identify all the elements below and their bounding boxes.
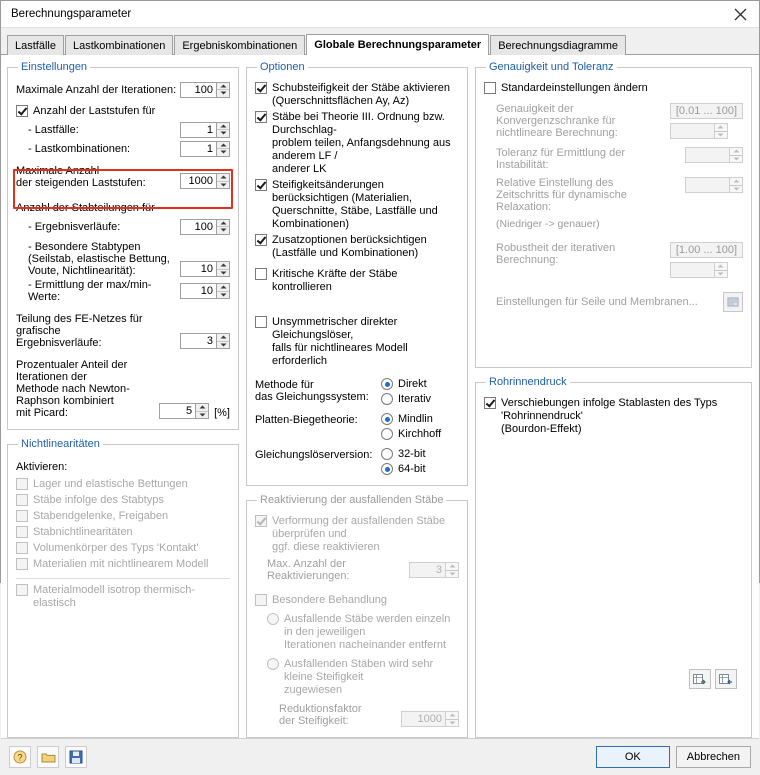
- picard-input[interactable]: [159, 403, 195, 419]
- row-lastkombinationen: [16, 140, 230, 157]
- platten-mindlin-radio[interactable]: [381, 413, 393, 425]
- nl-volumenkoerper-checkbox[interactable]: [16, 542, 28, 554]
- fe-netz-stepper[interactable]: [180, 333, 230, 349]
- lastfaelle-input[interactable]: [180, 122, 216, 138]
- row-konvergenzschranke: [484, 103, 743, 139]
- option-theorie-line1: Stäbe bei Theorie III. Ordnung bzw. Durchschlag-: [272, 111, 445, 136]
- besondere-stabtypen-label: - Besondere Stabtypen: [28, 241, 141, 253]
- picard-label-3: mit Picard:: [16, 407, 68, 419]
- folder-icon[interactable]: [37, 746, 59, 768]
- row-max-reaktivierungen: [255, 558, 459, 582]
- maxmin-arrows[interactable]: [216, 283, 230, 299]
- lastkombinationen-arrows[interactable]: [216, 141, 230, 157]
- row-maxmin: [16, 279, 230, 303]
- rohrinnendruck-label-1: Verschiebungen infolge Stablasten des Typs 'Rohrinnendruck': [501, 397, 718, 422]
- ergebnisverlaeufe-stepper[interactable]: [180, 219, 230, 235]
- standardeinstellungen-label: Standardeinstellungen ändern: [501, 82, 648, 94]
- ok-button[interactable]: OK: [596, 746, 670, 768]
- row-picard: [16, 359, 230, 419]
- reduktionsfaktor-label-1: Reduktionsfaktor: [279, 703, 362, 715]
- nl-stabnichtlinearitaeten-label: Stabnichtlinearitäten: [33, 526, 133, 538]
- spinner-down-icon[interactable]: [715, 270, 727, 278]
- version-32bit-radio[interactable]: [381, 448, 393, 460]
- row-besondere-stabtypen: [16, 241, 230, 277]
- option-zusatzoptionen-checkbox[interactable]: [255, 234, 267, 246]
- close-icon[interactable]: [727, 4, 753, 24]
- picard-label-2: Methode nach Newton-Raphson kombiniert: [16, 383, 130, 407]
- besondere-stabtypen-sub-1: (Seilstab, elastische Bettung,: [28, 253, 170, 265]
- relaxation-input[interactable]: [685, 177, 729, 193]
- besondere-stabtypen-input[interactable]: [180, 261, 216, 277]
- toleranz-label-2: Zeitschritts für dynamische: [496, 189, 627, 201]
- genauer-note: (Niedriger -> genauer): [496, 217, 600, 230]
- row-gleichungsloeserversion: [255, 448, 459, 475]
- nl-lager-label: Lager und elastische Bettungen: [33, 478, 188, 490]
- instabilitaet-label-1: Toleranz für Ermittlung der: [496, 147, 625, 159]
- group-nichtlinearitaeten-legend: Nichtlinearitäten: [21, 438, 100, 450]
- lastfaelle-label: - Lastfälle:: [28, 123, 79, 136]
- version-option-64bit[interactable]: [381, 463, 459, 475]
- option-einzeln-line1: Ausfallende Stäbe werden einzeln in den jeweiligen: [284, 613, 451, 638]
- table-tool-buttons: [689, 669, 737, 689]
- group-einstellungen-legend: Einstellungen: [21, 61, 88, 73]
- maxmin-stepper[interactable]: [180, 283, 230, 299]
- dialog-content: [1, 55, 759, 738]
- laststufen-checkbox[interactable]: [16, 105, 28, 117]
- reduktionsfaktor-label-2: der Steifigkeit:: [279, 715, 349, 727]
- option-schubsteifigkeit-checkbox[interactable]: [255, 82, 267, 94]
- spinner-down-icon[interactable]: [217, 269, 229, 277]
- option-zusatz-line2: (Lastfälle und Kombinationen): [272, 247, 419, 259]
- fe-netz-label-1: Teilung des FE-Netzes für grafische: [16, 313, 143, 337]
- laststufen-label: Anzahl der Laststufen für: [33, 105, 156, 117]
- lastkombinationen-label: - Lastkombinationen:: [28, 142, 131, 155]
- ergebnisverlaeufe-arrows[interactable]: [216, 219, 230, 235]
- row-laststufen[interactable]: [16, 105, 230, 118]
- picard-arrows[interactable]: [195, 403, 209, 419]
- steigende-arrows[interactable]: [216, 173, 230, 189]
- ergebnisverlaeufe-input[interactable]: [180, 219, 216, 235]
- max-reaktivierungen-label: Max. Anzahl der Reaktivierungen:: [267, 558, 350, 582]
- option-unsymmetrischer-loeser[interactable]: [255, 316, 459, 368]
- option-schubsteifigkeit[interactable]: [255, 82, 459, 108]
- option-kleine-steifigkeit-radio[interactable]: [267, 658, 279, 670]
- picard-unit: [%]: [214, 407, 230, 419]
- option-steifigkeit-line2: Querschnitte, Stäbe, Lastfälle und Kombinationen): [272, 205, 438, 230]
- nl-item-staebe-stabtyp[interactable]: [16, 494, 230, 507]
- option-schubsteifigkeit-line2: (Querschnittsflächen Ay, Az): [272, 95, 410, 107]
- option-schubsteifigkeit-line1: Schubsteifigkeit der Stäbe aktivieren: [272, 82, 450, 94]
- version-radio-group: [381, 448, 459, 475]
- standardeinstellungen-checkbox[interactable]: [484, 82, 496, 94]
- row-relaxation: [484, 177, 743, 213]
- rohrinnendruck-option[interactable]: [484, 397, 743, 436]
- nl-item-materialmodell[interactable]: [16, 584, 230, 610]
- robustheit-input[interactable]: [670, 262, 714, 278]
- option-kleine-steifigkeit-line1: Ausfallenden Stäben wird sehr kleine Steifigkeit: [284, 658, 434, 683]
- reaktivierung-besondere-behandlung[interactable]: [255, 594, 459, 607]
- spinner-down-icon[interactable]: [730, 185, 742, 193]
- reaktivierung-verformung-checkbox[interactable]: [255, 515, 267, 527]
- nl-item-volumenkoerper[interactable]: [16, 542, 230, 555]
- max-reaktivierungen-stepper[interactable]: [409, 562, 459, 578]
- row-methode-gleichungssystem: [255, 378, 459, 405]
- settings-icon[interactable]: [723, 292, 743, 312]
- toleranz-label-3: Relaxation:: [496, 201, 552, 213]
- spinner-down-icon[interactable]: [217, 181, 229, 189]
- methode-label-2: das Gleichungssystem:: [255, 391, 369, 403]
- besondere-behandlung-checkbox[interactable]: [255, 594, 267, 606]
- group-optionen-legend: Optionen: [260, 61, 305, 73]
- nl-stabendgelenke-label: Stabendgelenke, Freigaben: [33, 510, 169, 522]
- table-export-icon[interactable]: [715, 669, 737, 689]
- tab-lastkombinationen[interactable]: Lastkombinationen: [65, 35, 173, 55]
- option-unsym-line2: falls für nichtlineares Modell erforderlich: [272, 342, 408, 367]
- group-rohrinnendruck-legend: Rohrinnendruck: [489, 376, 567, 388]
- nl-volumenkoerper-label: Volumenkörper des Typs 'Kontakt': [33, 542, 199, 554]
- option-einzeln-line2: Iterationen nacheinander entfernt: [284, 639, 447, 651]
- rohrinnendruck-label-2: (Bourdon-Effekt): [501, 423, 582, 435]
- spinner-down-icon[interactable]: [217, 226, 229, 234]
- steigende-label-1: Maximale Anzahl: [16, 165, 100, 177]
- reduktionsfaktor-arrows[interactable]: [445, 711, 459, 727]
- konvergenz-label-1: Genauigkeit der: [496, 103, 574, 115]
- column-right: [475, 61, 752, 738]
- methode-option-iterativ[interactable]: [381, 393, 459, 405]
- spinner-down-icon[interactable]: [217, 341, 229, 349]
- version-64bit-radio[interactable]: [381, 463, 393, 475]
- spinner-down-icon[interactable]: [217, 89, 229, 97]
- row-seile-membranen: [484, 292, 743, 312]
- rohrinnendruck-checkbox[interactable]: [484, 397, 496, 409]
- max-iterationen-label: Maximale Anzahl der Iterationen:: [16, 83, 177, 96]
- row-genauer-note: [484, 215, 743, 232]
- nl-item-materialien[interactable]: [16, 558, 230, 571]
- window-title: Berechnungsparameter: [11, 8, 132, 20]
- option-kritische-kraefte-checkbox[interactable]: [255, 268, 267, 280]
- robustheit-label-2: Berechnung:: [496, 254, 559, 266]
- row-ergebnisverlaeufe: [16, 218, 230, 235]
- spinner-down-icon[interactable]: [217, 291, 229, 299]
- instabilitaet-input[interactable]: [685, 147, 729, 163]
- option-theorie-line3: anderer LK: [272, 163, 327, 175]
- spinner-down-icon[interactable]: [730, 155, 742, 163]
- nl-item-lager[interactable]: [16, 478, 230, 491]
- konvergenz-range: [0.01 ... 100]: [670, 103, 743, 119]
- nl-lager-checkbox[interactable]: [16, 478, 28, 490]
- konvergenz-controls: [670, 103, 743, 139]
- aktivieren-label: Aktivieren:: [16, 460, 68, 473]
- konvergenz-arrows[interactable]: [714, 123, 728, 139]
- methode-iterativ-radio[interactable]: [381, 393, 393, 405]
- version-option-32bit[interactable]: [381, 448, 459, 460]
- methode-radio-group: [381, 378, 459, 405]
- besondere-stabtypen-arrows[interactable]: [216, 261, 230, 277]
- tab-lastfaelle[interactable]: Lastfälle: [7, 35, 64, 55]
- option-theorie-dritte-ordnung-checkbox[interactable]: [255, 111, 267, 123]
- picard-stepper[interactable]: [159, 403, 209, 419]
- row-platten-biegetheorie: [255, 413, 459, 440]
- fe-netz-arrows[interactable]: [216, 333, 230, 349]
- group-nichtlinearitaeten: [7, 438, 239, 738]
- nl-item-stabnichtlinearitaeten[interactable]: [16, 526, 230, 539]
- spinner-down-icon[interactable]: [446, 570, 458, 578]
- steigende-stepper[interactable]: [180, 173, 230, 189]
- dialog-footer: [1, 738, 759, 775]
- option-zusatzoptionen[interactable]: [255, 234, 459, 260]
- reaktivierung-option-kleine-steifigkeit[interactable]: [255, 658, 459, 697]
- cancel-button[interactable]: Abbrechen: [676, 746, 751, 768]
- reaktivierung-verformung-line2: ggf. diese reaktivieren: [272, 541, 380, 553]
- column-left: [7, 61, 239, 738]
- option-steifigkeit-line1: Steifigkeitsänderungen berücksichtigen (Materialien,: [272, 179, 413, 204]
- reaktivierung-verformung-line1: Verformung der ausfallenden Stäbe überprüfen und: [272, 515, 446, 540]
- row-max-iterationen: [16, 81, 230, 98]
- spinner-down-icon[interactable]: [446, 719, 458, 727]
- option-kleine-steifigkeit-line2: zugewiesen: [284, 684, 343, 696]
- divider: [16, 578, 230, 579]
- option-unsym-line1: Unsymmetrischer direkter Gleichungslöser,: [272, 316, 398, 341]
- row-lastfaelle: [16, 121, 230, 138]
- platten-mindlin-label: Mindlin: [398, 413, 433, 425]
- nl-item-stabendgelenke[interactable]: [16, 510, 230, 523]
- max-reaktivierungen-input[interactable]: [409, 562, 445, 578]
- seile-membranen-label[interactable]: Einstellungen für Seile und Membranen...: [496, 296, 698, 308]
- group-optionen: [246, 61, 468, 486]
- group-reaktivierung: [246, 494, 468, 738]
- platten-kirchhoff-radio[interactable]: [381, 428, 393, 440]
- standardeinstellungen-aendern[interactable]: [484, 82, 743, 95]
- reduktionsfaktor-stepper[interactable]: [401, 711, 459, 727]
- title-bar: [1, 1, 759, 28]
- maxmin-input[interactable]: [180, 283, 216, 299]
- max-reaktivierungen-arrows[interactable]: [445, 562, 459, 578]
- option-steifigkeitsaenderungen-checkbox[interactable]: [255, 179, 267, 191]
- tab-berechnungsdiagramme[interactable]: Berechnungsdiagramme: [490, 35, 626, 55]
- spinner-down-icon[interactable]: [196, 411, 208, 419]
- nl-materialien-label: Materialien mit nichtlinearem Modell: [33, 558, 209, 570]
- platten-label: Platten-Biegetheorie:: [255, 414, 358, 426]
- spinner-down-icon[interactable]: [715, 131, 727, 139]
- row-fe-netz: [16, 313, 230, 349]
- robustheit-controls: [670, 242, 743, 278]
- methode-label-1: Methode für: [255, 379, 314, 391]
- option-theorie-dritte-ordnung[interactable]: [255, 111, 459, 176]
- option-kritische-kraefte-label: Kritische Kräfte der Stäbe kontrollieren: [272, 268, 398, 293]
- methode-direkt-label: Direkt: [398, 378, 427, 390]
- spinner-down-icon[interactable]: [217, 129, 229, 137]
- robustheit-arrows[interactable]: [714, 262, 728, 278]
- tab-globale-berechnungsparameter[interactable]: Globale Berechnungsparameter: [306, 34, 489, 55]
- option-steifigkeitsaenderungen[interactable]: [255, 179, 459, 231]
- besondere-behandlung-label: Besondere Behandlung: [272, 594, 387, 606]
- picard-label-1: Prozentualer Anteil der Iterationen der: [16, 359, 128, 383]
- max-iterationen-input[interactable]: [180, 82, 216, 98]
- ergebnisverlaeufe-label: - Ergebnisverläufe:: [28, 220, 121, 233]
- group-rohrinnendruck: [475, 376, 752, 738]
- reaktivierung-verformung[interactable]: [255, 515, 459, 554]
- methode-option-direkt[interactable]: [381, 378, 459, 390]
- besondere-stabtypen-sub-2: Voute, Nichtlinearität):: [28, 265, 136, 277]
- row-steigende-laststufen: [16, 165, 230, 189]
- reaktivierung-option-einzeln[interactable]: [255, 613, 459, 652]
- steigende-input[interactable]: [180, 173, 216, 189]
- nl-materialien-checkbox[interactable]: [16, 558, 28, 570]
- reduktionsfaktor-input[interactable]: [401, 711, 445, 727]
- group-genauigkeit: [475, 61, 752, 368]
- version-64bit-label: 64-bit: [398, 463, 426, 475]
- lastfaelle-arrows[interactable]: [216, 122, 230, 138]
- table-import-icon[interactable]: [689, 669, 711, 689]
- platten-option-kirchhoff[interactable]: [381, 428, 459, 440]
- instabilitaet-label-2: Instabilität:: [496, 159, 549, 171]
- row-robustheit: [484, 242, 743, 278]
- max-iterationen-arrows[interactable]: [216, 82, 230, 98]
- save-icon[interactable]: [65, 746, 87, 768]
- svg-text:?: ?: [17, 752, 23, 763]
- lastkombinationen-input[interactable]: [180, 141, 216, 157]
- group-genauigkeit-legend: Genauigkeit und Toleranz: [489, 61, 614, 73]
- row-stabteilungen-label: [16, 199, 230, 216]
- platten-kirchhoff-label: Kirchhoff: [398, 428, 442, 440]
- column-middle: [246, 61, 468, 738]
- lastkombinationen-stepper[interactable]: [180, 141, 230, 157]
- platten-option-mindlin[interactable]: [381, 413, 459, 425]
- tab-ergebniskombinationen[interactable]: Ergebniskombinationen: [174, 35, 305, 55]
- maxmin-label: - Ermittlung der max/min-Werte:: [28, 279, 152, 303]
- robustheit-stepper[interactable]: [670, 262, 743, 278]
- option-zusatz-line1: Zusatzoptionen berücksichtigen: [272, 234, 427, 246]
- help-icon[interactable]: [9, 746, 31, 768]
- nl-materialmodell-checkbox[interactable]: [16, 584, 28, 596]
- steigende-label-2: der steigenden Laststufen:: [16, 177, 146, 189]
- stabteilungen-label: Anzahl der Stabteilungen für: [16, 201, 155, 214]
- konvergenz-label-2: Konvergenzschranke für: [496, 115, 616, 127]
- lastfaelle-stepper[interactable]: [180, 122, 230, 138]
- group-einstellungen: [7, 61, 239, 430]
- tab-strip: [1, 28, 759, 55]
- nl-stabendgelenke-checkbox[interactable]: [16, 510, 28, 522]
- option-unsymmetrischer-loeser-checkbox[interactable]: [255, 316, 267, 328]
- methode-iterativ-label: Iterativ: [398, 393, 432, 405]
- relaxation-arrows[interactable]: [729, 177, 743, 193]
- row-instabilitaet: [484, 147, 743, 171]
- robustheit-range: [1.00 ... 100]: [670, 242, 743, 258]
- version-32bit-label: 32-bit: [398, 448, 426, 460]
- nl-stabnichtlinearitaeten-checkbox[interactable]: [16, 526, 28, 538]
- nl-materialmodell-label: Materialmodell isotrop thermisch-elastisch: [33, 584, 195, 609]
- nl-staebe-stabtyp-checkbox[interactable]: [16, 494, 28, 506]
- option-einzeln-radio[interactable]: [267, 613, 279, 625]
- konvergenz-stepper[interactable]: [670, 123, 743, 139]
- max-iterationen-stepper[interactable]: [180, 82, 230, 98]
- fe-netz-label-2: Ergebnisverläufe:: [16, 337, 102, 349]
- konvergenz-input[interactable]: [670, 123, 714, 139]
- group-reaktivierung-legend: Reaktivierung der ausfallenden Stäbe: [260, 494, 444, 506]
- fe-netz-input[interactable]: [180, 333, 216, 349]
- spinner-down-icon[interactable]: [217, 148, 229, 156]
- version-label: Gleichungslöserversion:: [255, 449, 373, 461]
- relaxation-stepper[interactable]: [685, 177, 743, 193]
- konvergenz-label-3: nichtlineare Berechnung:: [496, 127, 618, 139]
- instabilitaet-stepper[interactable]: [685, 147, 743, 163]
- row-reduktionsfaktor: [255, 703, 459, 727]
- platten-radio-group: [381, 413, 459, 440]
- instabilitaet-arrows[interactable]: [729, 147, 743, 163]
- robustheit-label-1: Robustheit der iterativen: [496, 242, 616, 254]
- option-theorie-line2: problem teilen, Anfangsdehnung aus anderem LF /: [272, 137, 451, 162]
- nl-staebe-stabtyp-label: Stäbe infolge des Stabtyps: [33, 494, 164, 506]
- methode-direkt-radio[interactable]: [381, 378, 393, 390]
- option-kritische-kraefte[interactable]: [255, 268, 459, 294]
- toleranz-label-1: Relative Einstellung des: [496, 177, 614, 189]
- besondere-stabtypen-stepper[interactable]: [180, 261, 230, 277]
